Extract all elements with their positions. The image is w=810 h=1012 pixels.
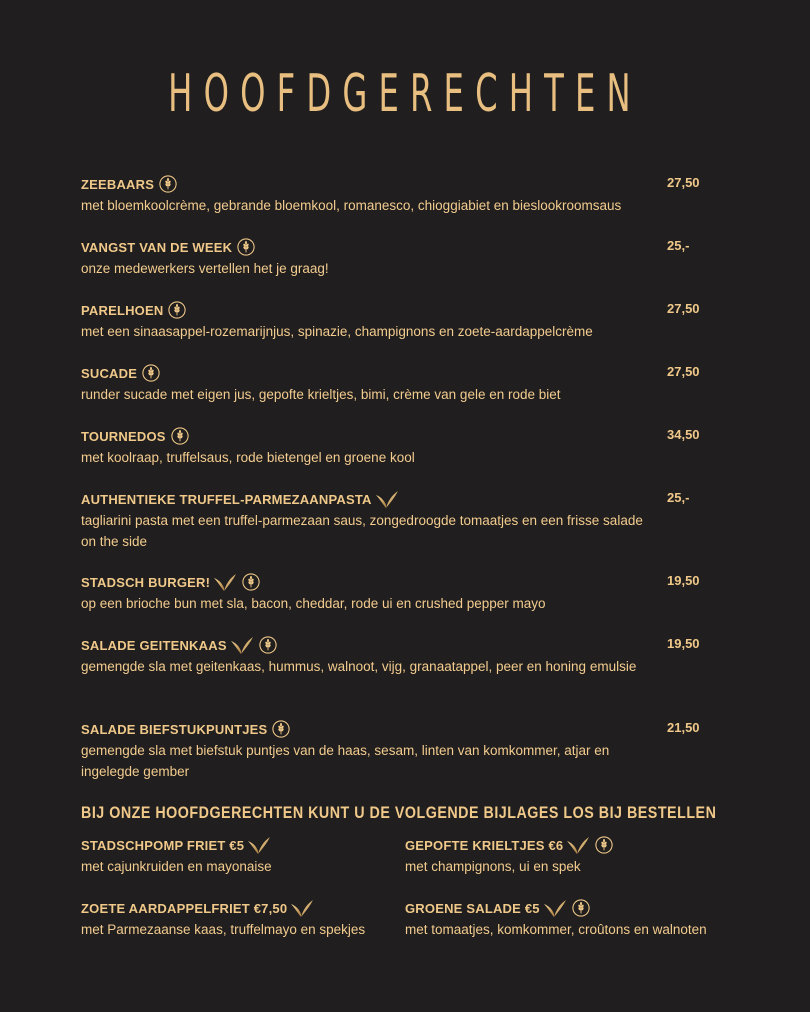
grain-icon [142, 364, 160, 382]
menu-item [81, 634, 731, 677]
menu-item [81, 718, 731, 782]
item-header [81, 718, 731, 740]
item-price: 34,50 [667, 427, 700, 442]
grain-icon [272, 720, 290, 738]
side-item [81, 834, 411, 877]
item-price: 25,- [667, 238, 690, 253]
item-header [81, 834, 411, 856]
item-name: AUTHENTIEKE TRUFFEL-PARMEZAANPASTA [81, 491, 372, 507]
menu-item [81, 488, 731, 552]
leaf-icon [230, 635, 254, 655]
item-name: SUCADE [81, 365, 138, 381]
item-price: 27,50 [667, 175, 700, 190]
item-header [81, 173, 731, 195]
grain-icon [159, 175, 177, 193]
side-item [405, 834, 735, 877]
item-price: 19,50 [667, 636, 700, 651]
item-description: met champignons, ui en spek [405, 859, 581, 874]
sides-heading: BIJ ONZE HOOFDGERECHTEN KUNT U DE VOLGENDE BIJLAGES LOS BIJ BESTELLEN [81, 803, 717, 822]
item-price: 19,50 [667, 573, 700, 588]
item-description: runder sucade met eigen jus, gepofte krieltjes, bimi, crème van gele en rode biet [81, 387, 561, 402]
item-name: VANGST VAN DE WEEK [81, 239, 233, 255]
item-header [81, 634, 731, 656]
item-description: onze medewerkers vertellen het je graag! [81, 261, 329, 276]
side-item [81, 897, 411, 940]
item-price: 27,50 [667, 364, 700, 379]
grain-icon [237, 238, 255, 256]
side-item [405, 897, 735, 940]
item-description: met een sinaasappel-rozemarijnjus, spinazie, champignons en zoete-aardappelcrème [81, 324, 593, 339]
item-header [81, 299, 731, 321]
item-header [81, 425, 731, 447]
leaf-icon [213, 572, 237, 592]
item-name: GROENE SALADE €5 [405, 900, 540, 916]
leaf-icon [375, 489, 399, 509]
item-price: 21,50 [667, 720, 700, 735]
leaf-icon [290, 898, 314, 918]
item-name: SALADE BIEFSTUKPUNTJES [81, 721, 268, 737]
menu-item [81, 173, 731, 216]
page-title: HOOFDGERECHTEN [168, 64, 642, 124]
item-name: SALADE GEITENKAAS [81, 637, 227, 653]
item-description: met koolraap, truffelsaus, rode bietengel en groene kool [81, 450, 415, 465]
item-header [81, 362, 731, 384]
grain-icon [171, 427, 189, 445]
item-name: STADSCHPOMP FRIET €5 [81, 837, 245, 853]
item-description: op een brioche bun met sla, bacon, cheddar, rode ui en crushed pepper mayo [81, 596, 546, 611]
item-name: ZOETE AARDAPPELFRIET €7,50 [81, 900, 288, 916]
item-header [81, 488, 731, 510]
item-description: met Parmezaanse kaas, truffelmayo en spekjes [81, 922, 366, 937]
item-header [405, 897, 735, 919]
item-description: tagliarini pasta met een truffel-parmezaan saus, zongedroogde tomaatjes en een frisse salade on the side [81, 513, 643, 549]
item-name: TOURNEDOS [81, 428, 166, 444]
item-description: gemengde sla met geitenkaas, hummus, walnoot, vijg, granaatappel, peer en honing emulsie [81, 659, 637, 674]
item-header [81, 897, 411, 919]
menu-item [81, 425, 731, 468]
grain-icon [259, 636, 277, 654]
item-name: GEPOFTE KRIELTJES €6 [405, 837, 564, 853]
item-name: ZEEBAARS [81, 176, 155, 192]
menu-item [81, 571, 731, 614]
item-price: 25,- [667, 490, 690, 505]
menu-item [81, 236, 731, 279]
grain-icon [572, 899, 590, 917]
item-description: met tomaatjes, komkommer, croûtons en walnoten [405, 922, 707, 937]
item-name: PARELHOEN [81, 302, 164, 318]
leaf-icon [543, 898, 567, 918]
item-header [81, 236, 731, 258]
grain-icon [595, 836, 613, 854]
grain-icon [168, 301, 186, 319]
item-price: 27,50 [667, 301, 700, 316]
leaf-icon [566, 835, 590, 855]
item-name: STADSCH BURGER! [81, 574, 211, 590]
item-description: met bloemkoolcrème, gebrande bloemkool, romanesco, chioggiabiet en bieslookroomsaus [81, 198, 622, 213]
item-description: met cajunkruiden en mayonaise [81, 859, 272, 874]
menu-item [81, 362, 731, 405]
grain-icon [242, 573, 260, 591]
item-header [81, 571, 731, 593]
leaf-icon [247, 835, 271, 855]
menu-item [81, 299, 731, 342]
item-header [405, 834, 735, 856]
item-description: gemengde sla met biefstuk puntjes van de haas, sesam, linten van komkommer, atjar en ingelegde gember [81, 743, 610, 779]
